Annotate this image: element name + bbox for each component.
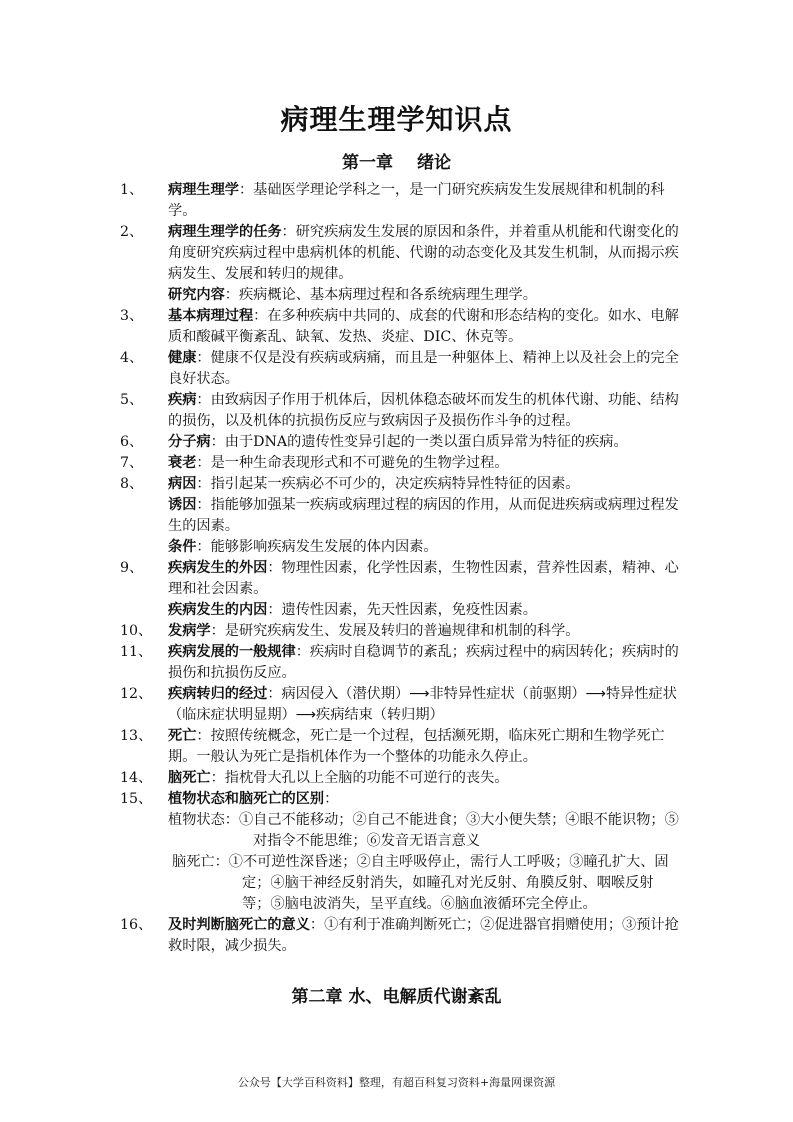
item-text: ：由致病因子作用于机体后，因机体稳态破坏而发生的机体代谢、功能、结构的损伤，以及机体的抗损伤反应与致病因子及损伤作斗争的过程。 <box>168 392 679 429</box>
item-term: 病因 <box>168 476 197 492</box>
item-number: 14、 <box>120 770 153 786</box>
item-text: ：在多种疾病中共同的、成套的代谢和形态结构的变化。如水、电解质和酸碱平衡紊乱、缺氧、发热、炎症、DIC、休克等。 <box>168 308 679 345</box>
item-term: 病理生理学 <box>168 182 239 198</box>
list-item <box>120 558 680 600</box>
item-term: 病理生理学的任务 <box>168 224 282 240</box>
item-number: 12、 <box>120 686 153 702</box>
list-item <box>120 537 680 558</box>
item-text: ：基础医学理论学科之一，是一门研究疾病发生发展规律和机制的科学。 <box>168 182 665 219</box>
item-text: ：研究疾病发生发展的原因和条件，并着重从机能和代谢变化的角度研究疾病过程中患病机体的机能、代谢的动态变化及其发生机制，从而揭示疾病发生、发展和转归的规律。 <box>168 224 679 282</box>
item-number: 10、 <box>120 623 153 639</box>
item-text: ：指能够加强某一疾病或病理过程的病因的作用，从而促进疾病或病理过程发生的因素。 <box>168 497 679 534</box>
item-text: ：指引起某一疾病必不可少的，决定疾病特异性特征的因素。 <box>196 476 580 492</box>
list-item <box>120 432 680 453</box>
brain-death-text: 脑死亡：①不可逆性深昏迷；②自主呼吸停止，需行人工呼吸；③瞳孔扩大、固定；④脑干神经反射消失，如瞳孔对光反射、角膜反射、咽喉反射等；⑤脑电波消失，呈平直线。⑥脑血液循环完全停止。 <box>172 854 669 912</box>
item-term: 基本病理过程 <box>168 308 254 324</box>
item-term: 疾病发生的外因 <box>168 560 268 576</box>
item-term: 条件 <box>168 539 197 555</box>
chapter-1-heading <box>0 148 793 173</box>
item-text: ：物理性因素，化学性因素，生物性因素，营养性因素，精神、心理和社会因素。 <box>168 560 679 597</box>
item-term: 疾病发生的内因 <box>168 602 268 618</box>
item-text: ：健康不仅是没有疾病或病痛，而且是一种躯体上、精神上以及社会上的完全良好状态。 <box>168 350 679 387</box>
item-number: 7、 <box>120 455 144 471</box>
list-item <box>120 600 680 621</box>
item-text: ：按照传统概念，死亡是一个过程，包括濒死期，临床死亡期和生物学死亡期。一般认为死亡是指机体作为一个整体的功能永久停止。 <box>168 728 665 765</box>
item-text: ：是一种生命表现形式和不可避免的生物学过程。 <box>196 455 509 471</box>
page-title: 病理生理学知识点 <box>280 103 513 136</box>
comparison-block <box>120 810 680 915</box>
item-term: 疾病 <box>168 392 197 408</box>
chapter-1-number: 第一章 <box>342 153 393 173</box>
item-text: ：①有利于准确判断死亡；②促进器官捐赠使用；③预计抢救时限，减少损失。 <box>168 917 679 954</box>
item-text: ：遗传性因素，先天性因素，免疫性因素。 <box>267 602 537 618</box>
item-term: 脑死亡 <box>168 770 211 786</box>
item-number: 13、 <box>120 728 153 744</box>
knowledge-list <box>120 180 680 957</box>
item-term: 及时判断脑死亡的意义 <box>168 917 310 933</box>
item-number: 2、 <box>120 224 144 240</box>
item-text: ：由于DNA的遗传性变异引起的一类以蛋白质异常为特征的疾病。 <box>210 434 628 450</box>
item-number: 9、 <box>120 560 144 576</box>
item-number: 6、 <box>120 434 144 450</box>
item-number: 3、 <box>120 308 144 324</box>
list-item <box>120 390 680 432</box>
item-text: ：指枕骨大孔以上全脑的功能不可逆行的丧失。 <box>210 770 509 786</box>
item-term: 衰老 <box>168 455 197 471</box>
item-text: ：疾病概论、基本病理过程和各系统病理生理学。 <box>224 287 537 303</box>
vegetative-state-text: 植物状态：①自己不能移动；②自己不能进食；③大小便失禁；④眼不能识物；⑤对指令不能思维；⑥发音无语言意义 <box>168 812 679 849</box>
list-item <box>120 495 680 537</box>
item-term: 疾病发展的一般规律 <box>168 644 296 660</box>
item-term: 健康 <box>168 350 197 366</box>
item-text: ：病因侵入（潜伏期）⟶非特异性症状（前驱期）⟶特异性症状（临床症状明显期）⟶疾病结束（转归期） <box>168 686 677 723</box>
list-item <box>120 348 680 390</box>
item-number: 15、 <box>120 791 153 807</box>
item-number: 4、 <box>120 350 144 366</box>
chapter-1-name: 绪论 <box>417 153 451 173</box>
footer-note: 公众号【大学百科资料】整理，有超百科复习资料+海量网课资源 <box>237 1076 556 1089</box>
list-item <box>120 642 680 684</box>
item-text: ：疾病时自稳调节的紊乱；疾病过程中的病因转化；疾病时的损伤和抗损伤反应。 <box>168 644 679 681</box>
list-item <box>120 621 680 642</box>
item-term: 植物状态和脑死亡的区别 <box>168 791 325 807</box>
item-text: ： <box>324 791 339 807</box>
list-item <box>120 306 680 348</box>
chapter-2-heading: 第二章 水、电解质代谢紊乱 <box>291 987 502 1007</box>
item-number: 16、 <box>120 917 153 933</box>
list-item <box>120 789 680 810</box>
list-item <box>120 453 680 474</box>
item-text: ：是研究疾病发生、发展及转归的普遍规律和机制的科学。 <box>210 623 580 639</box>
item-term: 研究内容 <box>168 287 225 303</box>
item-term: 诱因 <box>168 497 197 513</box>
list-item <box>120 180 680 222</box>
list-item <box>120 768 680 789</box>
list-item <box>120 222 680 285</box>
list-item <box>120 726 680 768</box>
item-term: 发病学 <box>168 623 211 639</box>
item-number: 11、 <box>120 644 153 660</box>
list-item <box>120 915 680 957</box>
list-item <box>120 684 680 726</box>
list-item <box>120 285 680 306</box>
item-number: 1、 <box>120 182 144 198</box>
item-number: 5、 <box>120 392 144 408</box>
item-term: 死亡 <box>168 728 197 744</box>
list-item <box>120 474 680 495</box>
item-number: 8、 <box>120 476 144 492</box>
item-term: 疾病转归的经过 <box>168 686 268 702</box>
item-text: ：能够影响疾病发生发展的体内因素。 <box>196 539 438 555</box>
item-term: 分子病 <box>168 434 211 450</box>
